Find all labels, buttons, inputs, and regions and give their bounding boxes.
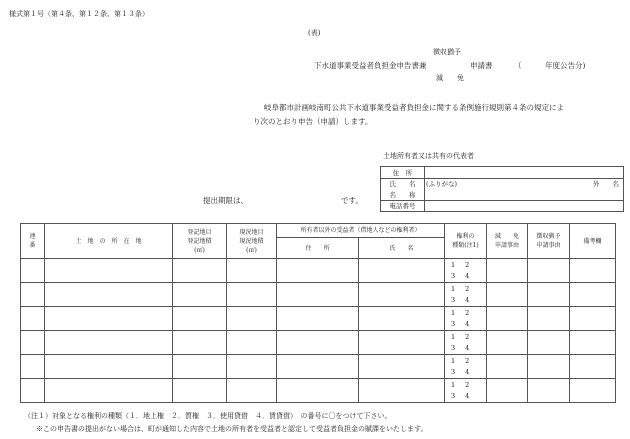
serial-cell[interactable]: [21, 355, 45, 379]
exemption-cell[interactable]: [487, 283, 528, 307]
location-cell[interactable]: [45, 355, 173, 379]
name-label: 氏 名: [381, 178, 425, 189]
serial-cell[interactable]: [21, 283, 45, 307]
right-option[interactable]: 4: [465, 344, 470, 353]
owner-heading: 土地所有者又は共有の代表者: [383, 152, 474, 160]
current-cell[interactable]: [227, 355, 277, 379]
header-remarks: 備考欄: [570, 224, 616, 259]
header-current: 現況地目 現況地積 (㎡): [227, 224, 277, 259]
registered-cell[interactable]: [173, 259, 227, 283]
address-cell[interactable]: [277, 331, 359, 355]
name-field[interactable]: [425, 178, 624, 189]
location-cell[interactable]: [45, 283, 173, 307]
right-option[interactable]: 2: [465, 356, 470, 365]
right-option[interactable]: 4: [465, 296, 470, 305]
right-option[interactable]: 3: [451, 320, 456, 329]
right-option[interactable]: 2: [465, 308, 470, 317]
deferral-cell[interactable]: [528, 307, 570, 331]
right-option[interactable]: 1: [451, 260, 456, 269]
current-cell[interactable]: [227, 331, 277, 355]
address-cell[interactable]: [277, 307, 359, 331]
title-exemption: 減 免: [436, 74, 464, 82]
header-registered: 登記地目 登記地積 (㎡): [173, 224, 227, 259]
right-type-cell[interactable]: [445, 283, 487, 307]
deferral-cell[interactable]: [528, 283, 570, 307]
current-cell[interactable]: [227, 307, 277, 331]
deferral-cell[interactable]: [528, 379, 570, 403]
remarks-cell[interactable]: [570, 259, 616, 283]
serial-cell[interactable]: [21, 259, 45, 283]
header-non-owner: 所有者以外の受益者（借地人などの権利者）: [277, 224, 445, 238]
header-location: 土 地 の 所 在 地: [45, 224, 173, 259]
title-paren: （: [514, 61, 522, 70]
right-option[interactable]: 3: [451, 368, 456, 377]
phone-field[interactable]: [425, 200, 624, 212]
name-cell[interactable]: [359, 283, 445, 307]
remarks-cell[interactable]: [570, 355, 616, 379]
current-cell[interactable]: [227, 379, 277, 403]
right-type-cell[interactable]: [445, 379, 487, 403]
right-option[interactable]: 2: [465, 380, 470, 389]
right-option[interactable]: 2: [465, 284, 470, 293]
header-deferral: 徴収猶予 申請事由: [528, 224, 570, 259]
form-title: 下水道事業受益者負担金申告書兼: [314, 61, 427, 70]
header-name: 氏 名: [359, 238, 445, 259]
registered-cell[interactable]: [173, 283, 227, 307]
land-table: [20, 223, 616, 403]
remarks-cell[interactable]: [570, 331, 616, 355]
right-option[interactable]: 2: [465, 260, 470, 269]
address-cell[interactable]: [277, 379, 359, 403]
exemption-cell[interactable]: [487, 307, 528, 331]
header-serial: 連 番: [21, 224, 45, 259]
name-cell[interactable]: [359, 331, 445, 355]
current-cell[interactable]: [227, 283, 277, 307]
right-option[interactable]: 3: [451, 344, 456, 353]
entity-name-label: 名 称: [381, 189, 425, 200]
right-option[interactable]: 1: [451, 356, 456, 365]
right-type-cell[interactable]: [445, 355, 487, 379]
serial-cell[interactable]: [21, 331, 45, 355]
note-1: （注１）対象となる権利の種類（１．地上権 ２．質権 ３．使用貸借 ４．賃貸借） の番号に〇をつけて下さい。: [24, 412, 392, 420]
name-cell[interactable]: [359, 355, 445, 379]
name-cell[interactable]: [359, 259, 445, 283]
remarks-cell[interactable]: [570, 307, 616, 331]
location-cell[interactable]: [45, 307, 173, 331]
right-type-cell[interactable]: [445, 307, 487, 331]
right-type-cell[interactable]: [445, 259, 487, 283]
furigana-label: (ふりがな): [426, 180, 458, 189]
address-cell[interactable]: [277, 355, 359, 379]
address-cell[interactable]: [277, 259, 359, 283]
table-row: [21, 259, 616, 283]
right-option[interactable]: 1: [451, 380, 456, 389]
right-option[interactable]: 1: [451, 308, 456, 317]
exemption-cell[interactable]: [487, 379, 528, 403]
deadline-label: 提出期限は、: [203, 196, 248, 205]
location-cell[interactable]: [45, 259, 173, 283]
registered-cell[interactable]: [173, 331, 227, 355]
serial-cell[interactable]: [21, 307, 45, 331]
right-option[interactable]: 1: [451, 332, 456, 341]
table-row: [21, 355, 616, 379]
intro-line-1: 岐阜都市計画岐南町公共下水道事業受益者負担金に関する条例施行規則第４条の規定によ: [264, 103, 564, 112]
right-option[interactable]: 4: [465, 320, 470, 329]
address-cell[interactable]: [277, 283, 359, 307]
right-option[interactable]: 1: [451, 284, 456, 293]
exemption-cell[interactable]: [487, 355, 528, 379]
deferral-cell[interactable]: [528, 331, 570, 355]
location-cell[interactable]: [45, 331, 173, 355]
entity-name-field[interactable]: [425, 189, 624, 200]
remarks-cell[interactable]: [570, 283, 616, 307]
note-2: ※この申告書の提出がない場合は、町が通知した内容で土地の所有者を受益者と認定して受益者負担金の賦課をいたします。: [36, 425, 428, 433]
address-field[interactable]: [425, 167, 624, 179]
title-apply: 申請書: [470, 61, 493, 70]
table-row: [21, 379, 616, 403]
exemption-cell[interactable]: [487, 331, 528, 355]
intro-line-2: り次のとおり申告（申請）します。: [253, 117, 373, 126]
deferral-cell[interactable]: [528, 355, 570, 379]
right-option[interactable]: 4: [465, 272, 470, 281]
right-type-cell[interactable]: [445, 331, 487, 355]
right-option[interactable]: 4: [465, 392, 470, 401]
phone-label: 電話番号: [381, 200, 425, 212]
front-label: (表): [308, 29, 321, 37]
registered-cell[interactable]: [173, 307, 227, 331]
current-cell[interactable]: [227, 259, 277, 283]
deadline-suffix: です。: [341, 196, 363, 205]
serial-cell[interactable]: [21, 379, 45, 403]
location-cell[interactable]: [45, 379, 173, 403]
form-number: 様式第１号（第４条、第１２条、第１３条）: [9, 10, 149, 18]
name-cell[interactable]: [359, 379, 445, 403]
right-option[interactable]: 3: [451, 272, 456, 281]
remarks-cell[interactable]: [570, 379, 616, 403]
title-deferral: 徴収猶予: [433, 48, 461, 56]
deferral-cell[interactable]: [528, 259, 570, 283]
name-cell[interactable]: [359, 307, 445, 331]
header-exemption: 減 免 申請事由: [487, 224, 528, 259]
table-row: [21, 307, 616, 331]
registered-cell[interactable]: [173, 379, 227, 403]
right-option[interactable]: 3: [451, 392, 456, 401]
right-option[interactable]: 3: [451, 296, 456, 305]
right-option[interactable]: 4: [465, 368, 470, 377]
header-address: 住 所: [277, 238, 359, 259]
table-row: [21, 283, 616, 307]
title-year: 年度公告分): [545, 61, 586, 70]
co-owner-count-label: 外 名: [593, 180, 619, 189]
right-option[interactable]: 2: [465, 332, 470, 341]
registered-cell[interactable]: [173, 355, 227, 379]
exemption-cell[interactable]: [487, 259, 528, 283]
header-right-type: 権利の 種類(注1): [445, 224, 487, 259]
table-row: [21, 331, 616, 355]
address-label: 住 所: [381, 167, 425, 179]
owner-info-table: [380, 166, 624, 212]
